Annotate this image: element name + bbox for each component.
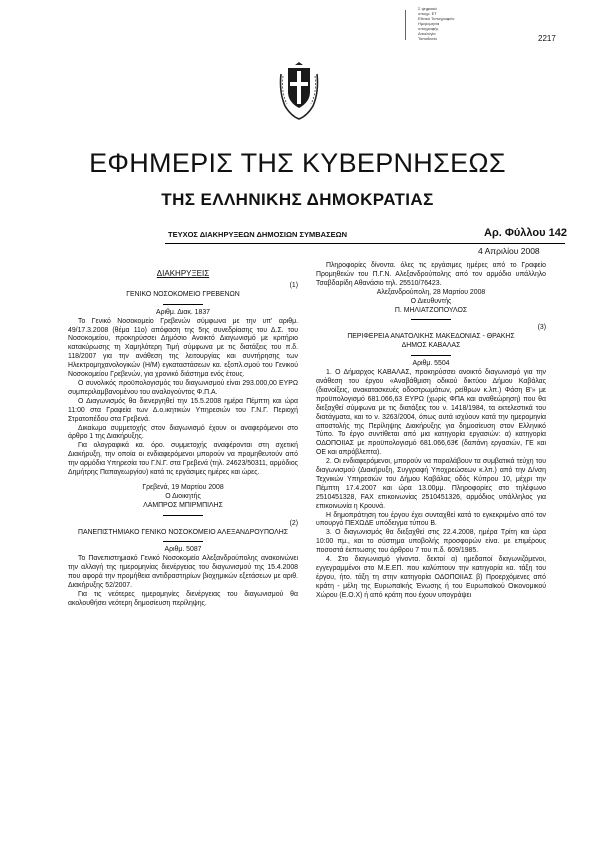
gazette-subtitle: ΤΗΣ ΕΛΛΗΝΙΚΗΣ ΔΗΜΟΚΡΑΤΙΑΣ — [161, 190, 434, 209]
signature-line: Τοποθεσία — [418, 36, 437, 41]
divider — [163, 541, 203, 542]
sheet-number-block — [484, 227, 567, 239]
organization-name: ΠΕΡΙΦΕΡΕΙΑ ΑΝΑΤΟΛΙΚΗΣ ΜΑΚΕΔΟΝΙΑΣ - ΘΡΑΚΗΣ — [347, 333, 515, 341]
organization-name: ΓΕΝΙΚΟ ΝΟΣΟΚΟΜΕΙΟ ΓΡΕΒΕΝΩΝ — [126, 290, 240, 298]
signature-line: Ημερομηνία — [418, 21, 440, 26]
notice-number: (2) — [289, 519, 298, 527]
section-heading: ΔΙΑΚΗΡΥΞΕΙΣ — [156, 269, 210, 278]
notice-number: (1) — [289, 281, 298, 289]
divider — [163, 304, 203, 305]
signature-line: Εθνικό Τυπογραφείο — [418, 16, 455, 21]
paragraph: Ο συνολικός προϋπολογισμός του διαγωνισμού είναι 293.000,00 ΕΥΡΩ συμπεριλαμβανομένου του αναλογούντος Φ.Π.Α. — [68, 379, 298, 396]
reference-number: Αριθμ. Διακ. 1837 — [155, 308, 211, 316]
divider — [411, 319, 451, 320]
issue-date: 4 Απριλίου 2008 — [478, 246, 540, 256]
signature-line: υπογρ. ΕΤ — [418, 11, 437, 16]
header-rule — [165, 243, 565, 244]
right-column — [316, 262, 546, 601]
digital-signature-block — [418, 6, 478, 41]
signatory-title: Ο Διοικητής — [165, 492, 201, 500]
signatory-name: Π. ΜΗΛΙΑΤΖΟΠΟΥΛΟΣ — [394, 306, 468, 314]
paragraph: Ο Διαγωνισμός θα διενεργηθεί την 15.5.2008 ημέρα Πέμπτη και ώρα 11:00 στα Γραφεία των Δ.ο.ικητικών Υπηρεσιών του Γ.Ν.Γ. Περιοχή Στρατοπέδου στα Γρεβενά. — [68, 397, 298, 423]
paragraph: Η δημοπράτηση του έργου έχει συνταχθεί κατά το εγκεκριμένο από τον υπουργό ΠΕΧΩΔΕ υπόδειγμα τύπου Β. — [316, 511, 546, 528]
notice-number: (3) — [537, 324, 546, 332]
signature-line: Αιτιολογία — [418, 31, 436, 36]
paragraph: 1. Ο Δήμαρχος ΚΑΒΑΛΑΣ, προκηρύσσει ανοικτό διαγωνισμό για την ανάθεση του έργου «Αναβάθμιση οδικού δικτύου Δήμου Καβάλας (διανοίξεις, ανακατασκευές οδοστρωμάτων, ρείθρων κ.λπ.) Φάση Β'» με προϋπολογισμό 681.066,63 ΕΥΡΩ (χωρίς ΦΠΑ και αναθεώρηση) που θα διεξαχθεί σύμφωνα με τις διατάξεις του ν. 1418/1984, τα εκτελεστικά του διατάγματα, και το ν. 3263/2004, όπως αυτά ισχύουν κατά την ημερομηνία αποστολής της Περίληψης Διακήρυξης για δημοσίευση στον Ελληνικό Τύπο. Το έργο συντίθεται από μια κατηγορία εργασιών: α) κατηγορία ΟΔΟΠΟΙΙΑΣ με προϋπολογισμό 681.066,63€ (δαπάνη εργασιών, ΓΕ και ΟΕ και απρόβλεπτα). — [316, 369, 546, 457]
signature-seal-icon — [405, 10, 416, 40]
reference-number: Αριθμ. 5087 — [164, 546, 202, 554]
reference-number: Αριθμ. 5504 — [412, 360, 450, 368]
signature-line: υπογραφής — [418, 26, 439, 31]
place-date: Αλεξανδρούπολη, 28 Μαρτίου 2008 — [376, 288, 486, 296]
paragraph: Για ολογραφικά κα. όρο. συμμετοχής αναφέρονται στη σχετική Διακήρυξη, την οποία οι ενδιαφερόμενοι μπορούν να προμηθευτούν από την αρμόδια Υπηρεσία του Γ.Ν.Γ. στα Γρεβενά (τηλ. 24623/50311, αρμόδιος Δημήτρης Παπαγεωργίου) κατά τις εργάσιμες ημέρες και ώρες. — [68, 442, 298, 477]
paragraph: 4. Στο διαγωνισμό γίνοντα. δεκτοί α) ημεδαποί διαγωνιζόμενοι, εγγεγραμμένοι στο Μ.Ε.ΕΠ. που καλύπτουν την κατηγορία κα. τάξη του έργου, ήτο. τάξη τη στην κατηγορία ΟΔΟΠΟΙΙΑΣ β) Προερχόμενες από κράτη - μέλη της Ευρωπαϊκής Ένωσης ή του Ευρωπαϊκού Οικονομικού Χώρου (Ε.Ο.Χ) ή από κράτη που έχουν υπογράψει — [316, 556, 546, 599]
paragraph: Πληροφορίες δίνοντα. όλες τις εργάσιμες ημέρες από το Γραφείο Προμηθειών του Π.Γ.Ν. Αλεξανδρούπολης από τον αρμόδιο υπάλληλο Τσαβδαρίδη Αθανάσιο τηλ. 25510/76423. — [316, 262, 546, 287]
page-number: 2217 — [538, 34, 556, 43]
signatory-name: ΛΑΜΠΡΟΣ ΜΠΙΡΜΠΙΛΗΣ — [143, 501, 223, 509]
gazette-title: ΕΦΗΜΕΡΙΣ ΤΗΣ ΚΥΒΕΡΝΗΣΕΩΣ — [89, 148, 506, 178]
paragraph: 2. Οι ενδιαφερόμενοι, μπορούν να παραλάβουν τα συμβατικά τεύχη του διαγωνισμού (Διακήρυξη, Συγγραφή Υποχρεώσεων κ.λπ.) από την Δ/νση Τεχνικών Υπηρεσιών του Δήμου Καβάλας οδός Κύπρου 10, μέχρι την Πέμπτη 17.4.2007 και ώρα 13.00μμ. Πληροφορίες στο τηλέφωνο 2510451328, FAX επικοινωνίας 2510451326, αρμόδιος υπάλληλος για επικοινωνία η Κρουνά. — [316, 458, 546, 510]
issue-label: ΤΕΥΧΟΣ ΔΙΑΚΗΡΥΞΕΩΝ ΔΗΜΟΣΙΩΝ ΣΥΜΒΑΣΕΩΝ — [168, 230, 348, 239]
coat-of-arms-icon — [277, 62, 321, 120]
signatory-title: Ο Διευθυντής — [410, 297, 452, 305]
place-date: Γρεβενά, 19 Μαρτίου 2008 — [142, 483, 224, 491]
divider — [163, 515, 203, 516]
paragraph: Δικαίωμα συμμετοχής στον διαγωνισμό έχουν οι αναφερόμενοι στο άρθρο 1 της Διακήρυξης. — [68, 424, 298, 441]
signature-line: Σ ψηφιακά — [418, 6, 437, 11]
paragraph: Το Γενικό Νοσοκομείο Γρεβενών σύμφωνα με την υπ' αριθμ. 49/17.3.2008 (θέμα 11ο) απόφαση της 5ης συνεδρίασης του Δ.Σ. του Νοσοκομείου, προκηρύσσει Δημόσιο Ανοικτό Διαγωνισμό με κριτήριο κατακύρωσης τη Χαμηλότερη Τιμή σύμφωνα με τις διατάξεις του π.δ. 118/2007 για την ανάθεση της λειτουργίας και συντήρησης των Ηλεκτρομηχανολογικών (Η/Μ) εγκαταστάσεων κα. εξοπλ.σμού του Γενικού Νοσοκομείου Γρεβενών, για χρονικό διάστημα ενός έτους. — [68, 317, 298, 379]
sheet-label: Αρ. Φύλλου — [484, 227, 546, 239]
organization-name: ΔΗΜΟΣ ΚΑΒΑΛΑΣ — [401, 342, 461, 350]
paragraph: Για τις νεότερες ημερομηνίες διενέργειας του διαγωνισμού θα ακολουθήσει νεότερη δημοσίευση περίληψης. — [68, 591, 298, 607]
paragraph: 3. Ο διαγωνισμός θα διεξαχθεί στις 22.4.2008, ημέρα Τρίτη και ώρα 10:00 πμ., και το σύστημα υποβολής προσφορών είνα. με επιμέρους ποσοστά έκπτωσης του άρθρου 7 του π.δ. 609/1985. — [316, 529, 546, 555]
left-column — [68, 270, 298, 609]
divider — [411, 355, 451, 356]
sheet-number: 142 — [548, 227, 567, 239]
paragraph: Το Πανεπιστημιακό Γενικό Νοσοκομείο Αλεξανδρούπολης ανακοινώνει την αλλαγή της ημερομηνίας διενέργειας του διαγωνισμού της 15.4.2008 που αφορά την προμήθεια αντιδραστηρίων βιοχημικών εξετάσεων με αριθ. Διακήρυξης 52/2007. — [68, 555, 298, 590]
organization-name: ΠΑΝΕΠΙΣΤΗΜΙΑΚΟ ΓΕΝΙΚΟ ΝΟΣΟΚΟΜΕΙΟ ΑΛΕΞΑΝΔΡΟΥΠΟΛΗΣ — [78, 528, 288, 536]
